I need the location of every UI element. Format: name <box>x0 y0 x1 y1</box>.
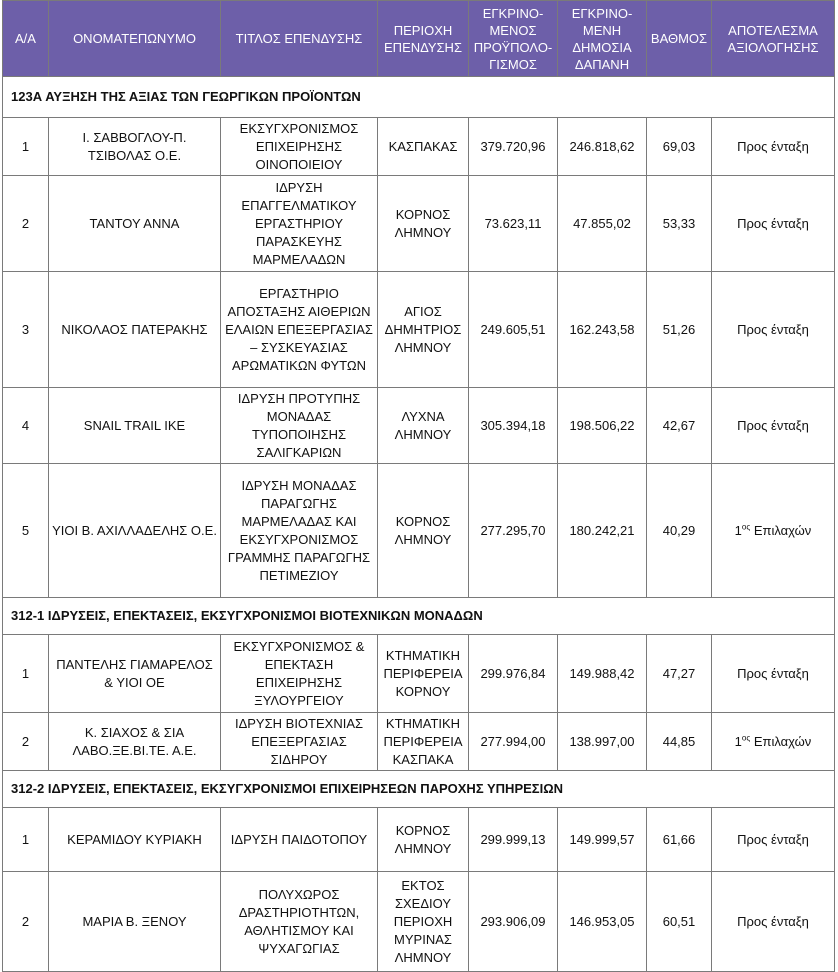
table-row <box>3 464 835 598</box>
header-budget: ΕΓΚΡΙΝΟ-ΜΕΝΟΣ ΠΡΟΫΠΟΛΟ-ΓΙΣΜΟΣ <box>469 1 558 77</box>
cell-name: Κ. ΣΙΑΧΟΣ & ΣΙΑ ΛΑΒΟ.ΞΕ.ΒΙ.ΤΕ. Α.Ε. <box>49 713 221 771</box>
result-label: Επιλαχών <box>750 522 812 538</box>
cell-budget: 299.976,84 <box>469 635 558 713</box>
cell-name: ΠΑΝΤΕΛΗΣ ΓΙΑΜΑΡΕΛΟΣ & ΥΙΟΙ ΟΕ <box>49 635 221 713</box>
cell-budget: 379.720,96 <box>469 118 558 176</box>
cell-score: 60,51 <box>647 872 712 972</box>
cell-public: 162.243,58 <box>558 272 647 388</box>
cell-score: 53,33 <box>647 176 712 272</box>
cell-public: 180.242,21 <box>558 464 647 598</box>
header-area: ΠΕΡΙΟΧΗ ΕΠΕΝΔΥΣΗΣ <box>378 1 469 77</box>
cell-budget: 293.906,09 <box>469 872 558 972</box>
cell-result: Προς ένταξη <box>712 176 835 272</box>
cell-aa: 2 <box>3 872 49 972</box>
cell-area: ΚΟΡΝΟΣ ΛΗΜΝΟΥ <box>378 464 469 598</box>
cell-area: ΚΤΗΜΑΤΙΚΗ ΠΕΡΙΦΕΡΕΙΑ ΚΟΡΝΟΥ <box>378 635 469 713</box>
cell-public: 149.999,57 <box>558 808 647 872</box>
cell-aa: 2 <box>3 713 49 771</box>
cell-public: 146.953,05 <box>558 872 647 972</box>
cell-title: ΙΔΡΥΣΗ ΠΡΟΤΥΠΗΣ ΜΟΝΑΔΑΣ ΤΥΠΟΠΟΙΗΣΗΣ ΣΑΛΙΓΚΑΡΙΩΝ <box>221 388 378 464</box>
cell-name: SNAIL TRAIL IKE <box>49 388 221 464</box>
cell-result <box>712 464 835 598</box>
cell-aa: 5 <box>3 464 49 598</box>
header-title: ΤΙΤΛΟΣ ΕΠΕΝΔΥΣΗΣ <box>221 1 378 77</box>
cell-title: ΙΔΡΥΣΗ ΕΠΑΓΓΕΛΜΑΤΙΚΟΥ ΕΡΓΑΣΤΗΡΙΟΥ ΠΑΡΑΣΚΕΥΗΣ ΜΑΡΜΕΛΑΔΩΝ <box>221 176 378 272</box>
cell-aa: 1 <box>3 635 49 713</box>
table-row <box>3 176 835 272</box>
table-row <box>3 872 835 972</box>
cell-budget: 73.623,11 <box>469 176 558 272</box>
evaluation-table <box>2 0 835 972</box>
header-aa: Α/Α <box>3 1 49 77</box>
cell-score: 40,29 <box>647 464 712 598</box>
cell-budget: 277.994,00 <box>469 713 558 771</box>
cell-score: 42,67 <box>647 388 712 464</box>
section-title: 123Α ΑΥΞΗΣΗ ΤΗΣ ΑΞΙΑΣ ΤΩΝ ΓΕΩΡΓΙΚΩΝ ΠΡΟΪΟΝΤΩΝ <box>3 77 835 118</box>
cell-aa: 4 <box>3 388 49 464</box>
cell-aa: 2 <box>3 176 49 272</box>
cell-area: ΕΚΤΟΣ ΣΧΕΔΙΟΥ ΠΕΡΙΟΧΗ ΜΥΡΙΝΑΣ ΛΗΜΝΟΥ <box>378 872 469 972</box>
cell-name: ΝΙΚΟΛΑΟΣ ΠΑΤΕΡΑΚΗΣ <box>49 272 221 388</box>
cell-result: Προς ένταξη <box>712 118 835 176</box>
cell-public: 149.988,42 <box>558 635 647 713</box>
cell-budget: 299.999,13 <box>469 808 558 872</box>
cell-score: 51,26 <box>647 272 712 388</box>
cell-result: Προς ένταξη <box>712 872 835 972</box>
cell-area: ΚΤΗΜΑΤΙΚΗ ΠΕΡΙΦΕΡΕΙΑ ΚΑΣΠΑΚΑ <box>378 713 469 771</box>
cell-area: ΛΥΧΝΑ ΛΗΜΝΟΥ <box>378 388 469 464</box>
table-row <box>3 713 835 771</box>
cell-score: 61,66 <box>647 808 712 872</box>
cell-budget: 277.295,70 <box>469 464 558 598</box>
cell-title: ΠΟΛΥΧΩΡΟΣ ΔΡΑΣΤΗΡΙΟΤΗΤΩΝ, ΑΘΛΗΤΙΣΜΟΥ ΚΑΙ ΨΥΧΑΓΩΓΙΑΣ <box>221 872 378 972</box>
cell-aa: 1 <box>3 118 49 176</box>
table-row <box>3 635 835 713</box>
table-row <box>3 118 835 176</box>
cell-title: ΕΡΓΑΣΤΗΡΙΟ ΑΠΟΣΤΑΞΗΣ ΑΙΘΕΡΙΩΝ ΕΛΑΙΩΝ ΕΠΕΞΕΡΓΑΣΙΑΣ – ΣΥΣΚΕΥΑΣΙΑΣ ΑΡΩΜΑΤΙΚΩΝ ΦΥΤΩΝ <box>221 272 378 388</box>
cell-title: ΕΚΣΥΓΧΡΟΝΙΣΜΟΣ ΕΠΙΧΕΙΡΗΣΗΣ ΟΙΝΟΠΟΙΕΙΟΥ <box>221 118 378 176</box>
section-title: 312-2 ΙΔΡΥΣΕΙΣ, ΕΠΕΚΤΑΣΕΙΣ, ΕΚΣΥΓΧΡΟΝΙΣΜΟΙ ΕΠΙΧΕΙΡΗΣΕΩΝ ΠΑΡΟΧΗΣ ΥΠΗΡΕΣΙΩΝ <box>3 771 835 808</box>
result-rank-suffix: ος <box>741 522 751 532</box>
table-row <box>3 388 835 464</box>
cell-name: ΥΙΟΙ Β. ΑΧΙΛΛΑΔΕΛΗΣ Ο.Ε. <box>49 464 221 598</box>
cell-area: ΚΟΡΝΟΣ ΛΗΜΝΟΥ <box>378 808 469 872</box>
cell-public: 246.818,62 <box>558 118 647 176</box>
cell-result: Προς ένταξη <box>712 808 835 872</box>
cell-budget: 305.394,18 <box>469 388 558 464</box>
cell-aa: 3 <box>3 272 49 388</box>
cell-title: ΙΔΡΥΣΗ ΜΟΝΑΔΑΣ ΠΑΡΑΓΩΓΗΣ ΜΑΡΜΕΛΑΔΑΣ ΚΑΙ ΕΚΣΥΓΧΡΟΝΙΣΜΟΣ ΓΡΑΜΜΗΣ ΠΑΡΑΓΩΓΗΣ ΠΕΤΙΜΕΖΙΟΥ <box>221 464 378 598</box>
cell-result <box>712 713 835 771</box>
section-title: 312-1 ΙΔΡΥΣΕΙΣ, ΕΠΕΚΤΑΣΕΙΣ, ΕΚΣΥΓΧΡΟΝΙΣΜΟΙ ΒΙΟΤΕΧΝΙΚΩΝ ΜΟΝΑΔΩΝ <box>3 598 835 635</box>
cell-title: ΕΚΣΥΓΧΡΟΝΙΣΜΟΣ & ΕΠΕΚΤΑΣΗ ΕΠΙΧΕΙΡΗΣΗΣ ΞΥΛΟΥΡΓΕΙΟΥ <box>221 635 378 713</box>
result-label: Επιλαχών <box>750 733 812 749</box>
cell-aa: 1 <box>3 808 49 872</box>
header-row <box>3 1 835 77</box>
cell-title: ΙΔΡΥΣΗ ΠΑΙΔΟΤΟΠΟΥ <box>221 808 378 872</box>
header-result: ΑΠΟΤΕΛΕΣΜΑ ΑΞΙΟΛΟΓΗΣΗΣ <box>712 1 835 77</box>
cell-name: Ι. ΣΑΒΒΟΓΛΟΥ-Π. ΤΣΙΒΟΛΑΣ Ο.Ε. <box>49 118 221 176</box>
result-rank: 1 <box>734 733 742 749</box>
cell-public: 47.855,02 <box>558 176 647 272</box>
cell-score: 47,27 <box>647 635 712 713</box>
cell-area: ΑΓΙΟΣ ΔΗΜΗΤΡΙΟΣ ΛΗΜΝΟΥ <box>378 272 469 388</box>
cell-result: Προς ένταξη <box>712 272 835 388</box>
section-header <box>3 77 835 118</box>
cell-public: 138.997,00 <box>558 713 647 771</box>
cell-score: 69,03 <box>647 118 712 176</box>
cell-result: Προς ένταξη <box>712 388 835 464</box>
table-row <box>3 808 835 872</box>
table-row <box>3 272 835 388</box>
cell-area: ΚΑΣΠΑΚΑΣ <box>378 118 469 176</box>
cell-budget: 249.605,51 <box>469 272 558 388</box>
section-header <box>3 598 835 635</box>
cell-name: ΚΕΡΑΜΙΔΟΥ ΚΥΡΙΑΚΗ <box>49 808 221 872</box>
header-score: ΒΑΘΜΟΣ <box>647 1 712 77</box>
cell-result: Προς ένταξη <box>712 635 835 713</box>
cell-public: 198.506,22 <box>558 388 647 464</box>
section-header <box>3 771 835 808</box>
cell-area: ΚΟΡΝΟΣ ΛΗΜΝΟΥ <box>378 176 469 272</box>
cell-name: ΜΑΡΙΑ Β. ΞΕΝΟΥ <box>49 872 221 972</box>
cell-title: ΙΔΡΥΣΗ ΒΙΟΤΕΧΝΙΑΣ ΕΠΕΞΕΡΓΑΣΙΑΣ ΣΙΔΗΡΟΥ <box>221 713 378 771</box>
cell-name: ΤΑΝΤΟΥ ΑΝΝΑ <box>49 176 221 272</box>
result-rank-suffix: ος <box>741 733 751 743</box>
header-public: ΕΓΚΡΙΝΟ-ΜΕΝΗ ΔΗΜΟΣΙΑ ΔΑΠΑΝΗ <box>558 1 647 77</box>
cell-score: 44,85 <box>647 713 712 771</box>
header-name: ΟΝΟΜΑΤΕΠΩΝΥΜΟ <box>49 1 221 77</box>
result-rank: 1 <box>734 522 742 538</box>
